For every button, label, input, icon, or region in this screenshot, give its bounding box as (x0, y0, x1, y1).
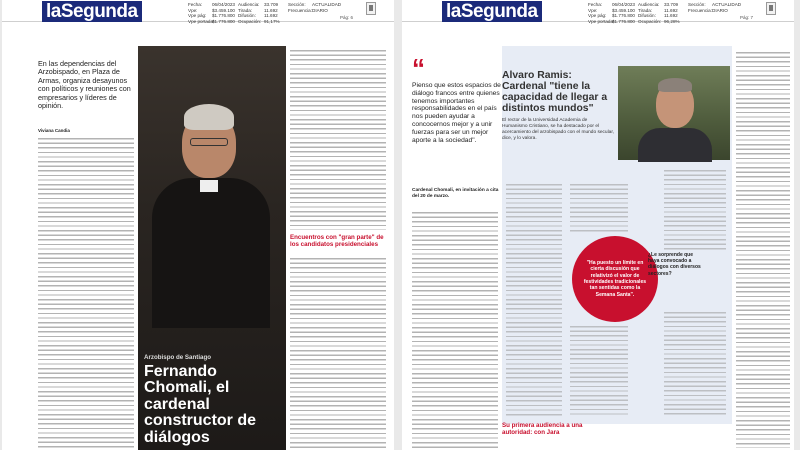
interview-column-3-top (664, 170, 726, 250)
interview-question: ¿Le sorprende que haya convocado a diálogos con diversos sectores? (648, 252, 701, 277)
body-column-left (412, 212, 498, 448)
interview-headline: Alvaro Ramis: Cardenal "tiene la capacidad de llegar a distintos mundos" (502, 70, 608, 114)
meta-labels: Fecha: Vpe: Vpe pág: Vpe portada: (588, 2, 615, 24)
meta-labels: Fecha: Vpe: Vpe pág: Vpe portada: (188, 2, 215, 24)
article-kicker: Arzobispo de Santiago (144, 354, 212, 361)
interview-column-4 (736, 52, 790, 448)
section-subhead: Encuentros con "gran parte" de los candidatos presidenciales (290, 234, 384, 248)
body-column-2-top (290, 50, 386, 230)
interview-column-2-top (570, 184, 628, 232)
meta-values-3: ACTUALIDAD DIARIO (712, 2, 742, 13)
article-lead: En las dependencias del Arzobispado, en Plaza de Armas, organiza desayunos con políticos y reuniones con empresarios y líderes de opinión. (38, 59, 131, 111)
page-header (2, 0, 394, 22)
interview-column-3-bottom (664, 312, 726, 416)
pull-quote-attribution: Cardenal Chomali, en invitación a cita del 20 de marzo. (412, 188, 499, 199)
meta-values: 06/04/2023 $3.459.100 $1.776.800 $1.776.800 (212, 2, 235, 24)
newspaper-logo: laSegunda (442, 1, 542, 22)
page-number: Pág: 6 (340, 15, 354, 20)
page-thumbnail-icon[interactable] (766, 2, 776, 15)
pull-quote: Pienso que estos espacios de diálogo francos entre quienes tenemos importantes responsabilidades en el país nos pueden ayudar a concocernos mejor y a unir fuerzas para ser un mejor aporte a la sociedad". (412, 82, 501, 144)
meta-labels-3: Sección: Frecuencia: (688, 2, 713, 13)
meta-values: 06/04/2023 $3.459.100 $1.776.800 $1.776.800 (612, 2, 635, 24)
body-column-2-bottom (290, 258, 386, 448)
interview-intro: El rector de la Universidad Academia de Humanismo Cristiano, se ha destacado por el acercamiento del arzobispado con el mundo secular, dice, y lo valora. (502, 118, 614, 141)
newspaper-page-left (2, 0, 394, 450)
newspaper-page-right (402, 0, 794, 450)
article-headline: Fernando Chomali, el cardenal constructor de diálogos (144, 363, 257, 446)
byline: Viviana Candia (38, 128, 70, 133)
interview-column-2-bottom (570, 326, 628, 418)
meta-values-3: ACTUALIDAD DIARIO (312, 2, 342, 13)
meta-values-2: 33.709 11.692 11.692 91,17% (264, 2, 280, 24)
meta-labels-2: Audiencia: Tirada: Difusión: Ocupación: (238, 2, 262, 24)
meta-labels-2: Audiencia: Tirada: Difusión: Ocupación: (638, 2, 662, 24)
page-thumbnail-icon[interactable] (366, 2, 376, 15)
interview-column-1 (506, 184, 562, 416)
page-header (402, 0, 794, 22)
body-column-1 (38, 138, 134, 448)
quote-mark-icon: “ (412, 53, 425, 83)
interviewee-photo (618, 66, 730, 160)
page-number: Pág: 7 (740, 15, 754, 20)
newspaper-logo: laSegunda (42, 1, 142, 22)
meta-labels-3: Sección: Frecuencia: (288, 2, 313, 13)
red-callout-bubble: "Ha puesto un límite en cierta discusión que relativizó el valor de festividades tradicionales tan sentidas como la Semana Santa". (572, 236, 658, 322)
section-subhead: Su primera audiencia a una autoridad: con Jara (502, 422, 583, 436)
meta-values-2: 33.709 11.692 11.692 96,28% (664, 2, 680, 24)
